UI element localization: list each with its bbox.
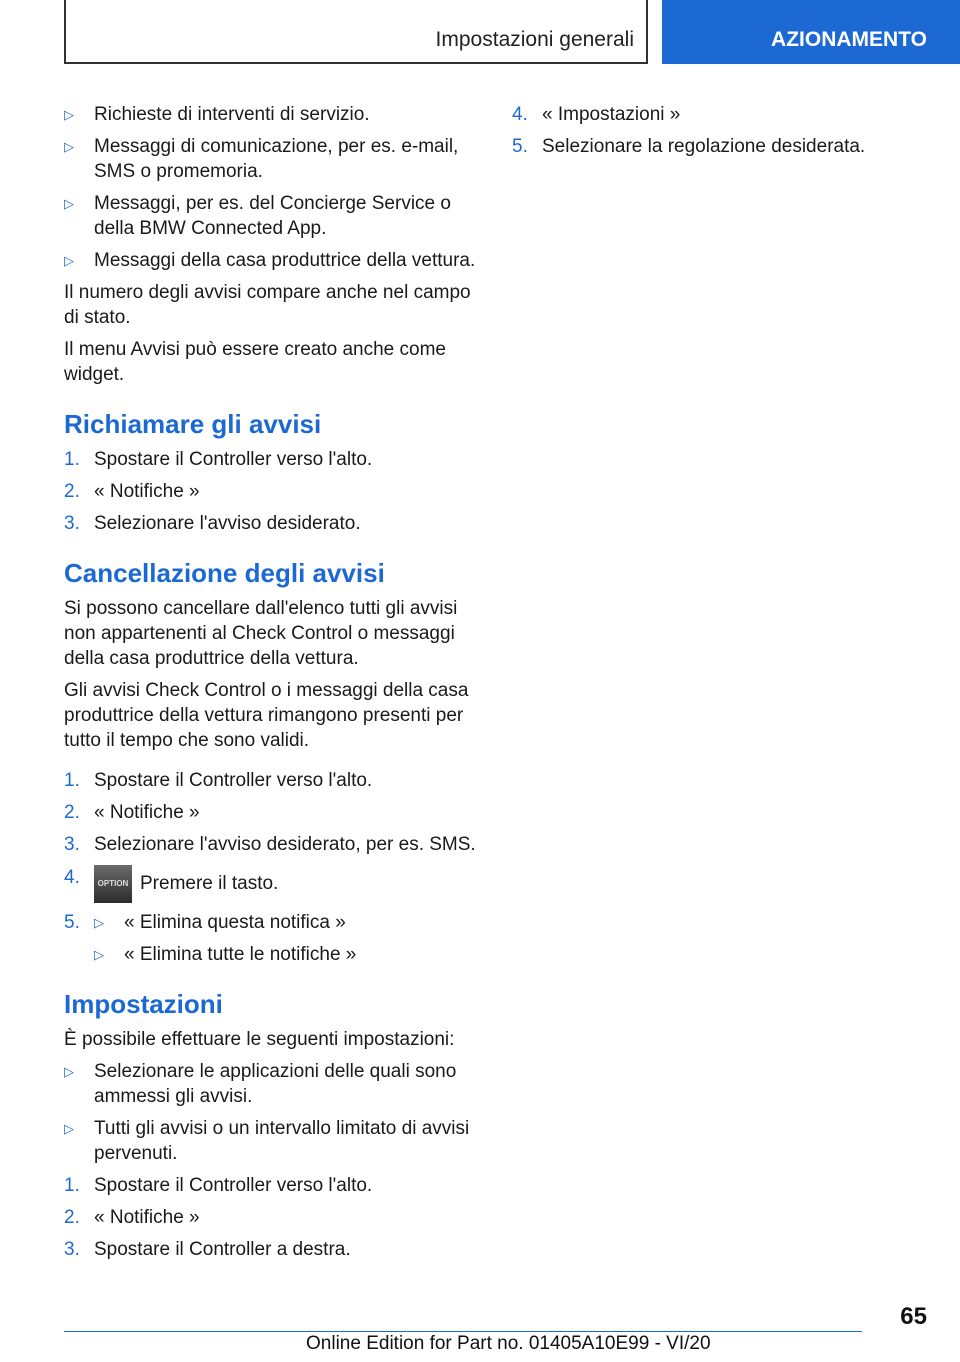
- heading-impostazioni: Impostazioni: [64, 989, 223, 1019]
- step-item: 1. Spostare il Controller verso l'alto.: [64, 770, 373, 791]
- step-item: 5. ▷ « Elimina questa notifica » ▷ « Elimina tutte le notifiche »: [64, 910, 484, 967]
- paragraph: Il numero degli avvisi compare anche nel campo di stato.: [64, 282, 471, 328]
- page-number: 65: [900, 1303, 927, 1330]
- triangle-bullet-icon: ▷: [64, 253, 74, 268]
- option-button-icon: OPTION: [94, 865, 132, 903]
- footer-divider: [64, 1331, 862, 1332]
- heading-cancellazione: Cancellazione degli avvisi: [64, 558, 385, 588]
- list-item: ▷ Messaggi della casa produttrice della vettura.: [64, 250, 476, 271]
- triangle-bullet-icon: ▷: [94, 947, 104, 962]
- list-item: ▷ « Elimina questa notifica »: [94, 912, 346, 933]
- step-item: 1. Spostare il Controller verso l'alto.: [64, 1175, 373, 1196]
- step-item: 4. « Impostazioni »: [512, 104, 681, 125]
- section-title: Impostazioni generali: [435, 28, 634, 51]
- list-item: ▷ Messaggi di comunicazione, per es. e-mail, SMS o promemoria.: [64, 136, 459, 182]
- step-item: 3. Selezionare l'avviso desiderato.: [64, 513, 361, 534]
- step-item: 5. Selezionare la regolazione desiderata.: [512, 136, 866, 157]
- step-item: 3. Spostare il Controller a destra.: [64, 1239, 351, 1260]
- step-item: 1. Spostare il Controller verso l'alto.: [64, 449, 373, 470]
- step-item: 2. « Notifiche »: [64, 802, 200, 823]
- step-item: 3. Selezionare l'avviso desiderato, per es. SMS.: [64, 834, 476, 855]
- sub-list: [94, 910, 484, 967]
- footer-edition: Online Edition for Part no. 01405A10E99 - VI/20: [306, 1333, 711, 1354]
- step-item: 2. « Notifiche »: [64, 481, 200, 502]
- heading-richiamare: Richiamare gli avvisi: [64, 409, 322, 439]
- paragraph: Gli avvisi Check Control o i messaggi della casa produttrice della vettura rimangono presenti per tutto il tempo che sono validi.: [64, 680, 469, 751]
- triangle-bullet-icon: ▷: [64, 139, 74, 154]
- triangle-bullet-icon: ▷: [64, 1121, 74, 1136]
- triangle-bullet-icon: ▷: [64, 196, 74, 211]
- triangle-bullet-icon: ▷: [64, 1064, 74, 1079]
- paragraph: È possibile effettuare le seguenti impostazioni:: [64, 1029, 455, 1050]
- list-item: ▷ Richieste di interventi di servizio.: [64, 104, 370, 125]
- list-item: ▷ Messaggi, per es. del Concierge Service o della BMW Connected App.: [64, 193, 451, 239]
- paragraph: Il menu Avvisi può essere creato anche come widget.: [64, 339, 446, 385]
- chapter-tab: AZIONAMENTO: [662, 0, 960, 64]
- step-item: 2. « Notifiche »: [64, 1207, 200, 1228]
- list-item: ▷ Tutti gli avvisi o un intervallo limitato di avvisi pervenuti.: [64, 1118, 470, 1164]
- triangle-bullet-icon: ▷: [64, 107, 74, 122]
- list-item: ▷ « Elimina tutte le notifiche »: [94, 944, 357, 965]
- right-column: [512, 102, 932, 166]
- step-item: 4. OPTION Premere il tasto.: [64, 865, 484, 903]
- paragraph: Si possono cancellare dall'elenco tutti gli avvisi non appartenenti al Check Control o messaggi della casa produttrice della vettura.: [64, 598, 458, 669]
- left-column: [64, 102, 484, 1269]
- triangle-bullet-icon: ▷: [94, 915, 104, 930]
- list-item: ▷ Selezionare le applicazioni delle quali sono ammessi gli avvisi.: [64, 1061, 457, 1107]
